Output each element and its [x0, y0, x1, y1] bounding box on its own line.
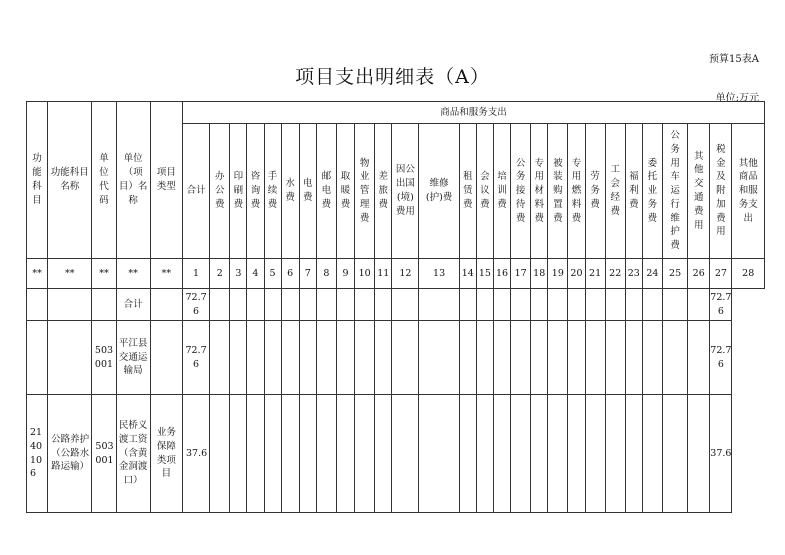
header-col: 手续费 [264, 124, 281, 259]
header-goods-services-group: 商品和服务支出 [182, 102, 764, 124]
header-col: 劳务费 [585, 124, 605, 259]
index-cell: ** [48, 259, 92, 289]
func-name-cell [48, 321, 92, 395]
other-goods-services-cell: 72.76 [710, 321, 732, 395]
header-col: 专用燃料费 [568, 124, 585, 259]
unit-label: 单位:万元 [715, 93, 759, 104]
header-col: 工会经费 [605, 124, 625, 259]
unit-name-cell: 民桥义渡工资（含黄金洞渡口） [116, 395, 150, 513]
header-col: 差旅费 [375, 124, 392, 259]
header-col: 其他交通费用 [688, 124, 710, 259]
project-type-cell: 业务保障类项目 [150, 395, 182, 513]
header-col: 公务接待费 [511, 124, 531, 259]
index-cell: 24 [642, 259, 662, 289]
header-col: 办公费 [210, 124, 230, 259]
index-cell: 25 [663, 259, 688, 289]
other-goods-services-cell: 72.76 [710, 289, 732, 321]
index-cell: 8 [316, 259, 336, 289]
header-col: 电费 [299, 124, 316, 259]
index-cell: 14 [459, 259, 476, 289]
form-code: 预算15表A [709, 54, 759, 65]
index-cell: 18 [531, 259, 548, 289]
header-unit-name: 单位（项目）名称 [116, 102, 150, 259]
table-row [27, 289, 765, 321]
header-col: 邮电费 [316, 124, 336, 259]
unit-code-cell: 503001 [92, 321, 116, 395]
header-col: 印刷费 [230, 124, 247, 259]
index-cell: 19 [548, 259, 568, 289]
func-name-cell: 公路养护（公路水路运输） [48, 395, 92, 513]
header-col: 委托业务费 [642, 124, 662, 259]
index-cell: ** [116, 259, 150, 289]
total-cell: 72.76 [182, 289, 209, 321]
index-cell: 21 [585, 259, 605, 289]
index-cell: 22 [605, 259, 625, 289]
header-col: 被装购置费 [548, 124, 568, 259]
header-project-type: 项目类型 [150, 102, 182, 259]
index-cell: 3 [230, 259, 247, 289]
func-code-cell [27, 289, 48, 321]
index-cell: 1 [182, 259, 209, 289]
func-code-cell: 2140106 [27, 395, 48, 513]
unit-code-cell: 503001 [92, 395, 116, 513]
header-col: 租赁费 [459, 124, 476, 259]
header-col: 咨询费 [247, 124, 264, 259]
table-row [27, 321, 765, 395]
index-cell: 11 [375, 259, 392, 289]
header-col: 取暖费 [336, 124, 354, 259]
index-cell: 16 [493, 259, 510, 289]
index-cell: 9 [336, 259, 354, 289]
index-cell: 15 [476, 259, 493, 289]
index-cell: 20 [568, 259, 585, 289]
header-col: 其他商品和服务支出 [732, 124, 765, 259]
header-col: 公务用车运行维护费 [663, 124, 688, 259]
total-cell: 37.6 [182, 395, 209, 513]
index-cell: 23 [625, 259, 642, 289]
index-cell: ** [92, 259, 116, 289]
index-cell: 12 [392, 259, 419, 289]
project-type-cell [150, 321, 182, 395]
unit-code-cell [92, 289, 116, 321]
header-col: 因公出国(境)费用 [392, 124, 419, 259]
index-row [27, 259, 765, 289]
index-cell: ** [150, 259, 182, 289]
header-col: 福利费 [625, 124, 642, 259]
page-title: 项目支出明细表（A） [295, 66, 490, 88]
header-func-name: 功能科目名称 [48, 102, 92, 259]
index-cell: ** [27, 259, 48, 289]
header-col: 水费 [281, 124, 299, 259]
unit-name-cell: 合计 [116, 289, 150, 321]
header-col: 维修(护)费 [419, 124, 459, 259]
other-goods-services-cell: 37.6 [710, 395, 732, 513]
index-cell: 28 [732, 259, 765, 289]
index-cell: 7 [299, 259, 316, 289]
header-col: 合计 [182, 124, 209, 259]
index-cell: 10 [355, 259, 375, 289]
header-func-code: 功能科目 [27, 102, 48, 259]
index-cell: 4 [247, 259, 264, 289]
header-col: 培训费 [493, 124, 510, 259]
header-col: 会议费 [476, 124, 493, 259]
header-unit-code: 单位代码 [92, 102, 116, 259]
total-cell: 72.76 [182, 321, 209, 395]
index-cell: 27 [710, 259, 732, 289]
index-cell: 5 [264, 259, 281, 289]
header-col: 专用材料费 [531, 124, 548, 259]
index-cell: 13 [419, 259, 459, 289]
index-cell: 2 [210, 259, 230, 289]
index-cell: 6 [281, 259, 299, 289]
header-col: 税金及附加费用 [710, 124, 732, 259]
header-col: 物业管理费 [355, 124, 375, 259]
index-cell: 26 [688, 259, 710, 289]
unit-name-cell: 平江县交通运输局 [116, 321, 150, 395]
project-expense-table [26, 101, 765, 513]
index-cell: 17 [511, 259, 531, 289]
table-row [27, 395, 765, 513]
func-name-cell [48, 289, 92, 321]
project-type-cell [150, 289, 182, 321]
func-code-cell [27, 321, 48, 395]
